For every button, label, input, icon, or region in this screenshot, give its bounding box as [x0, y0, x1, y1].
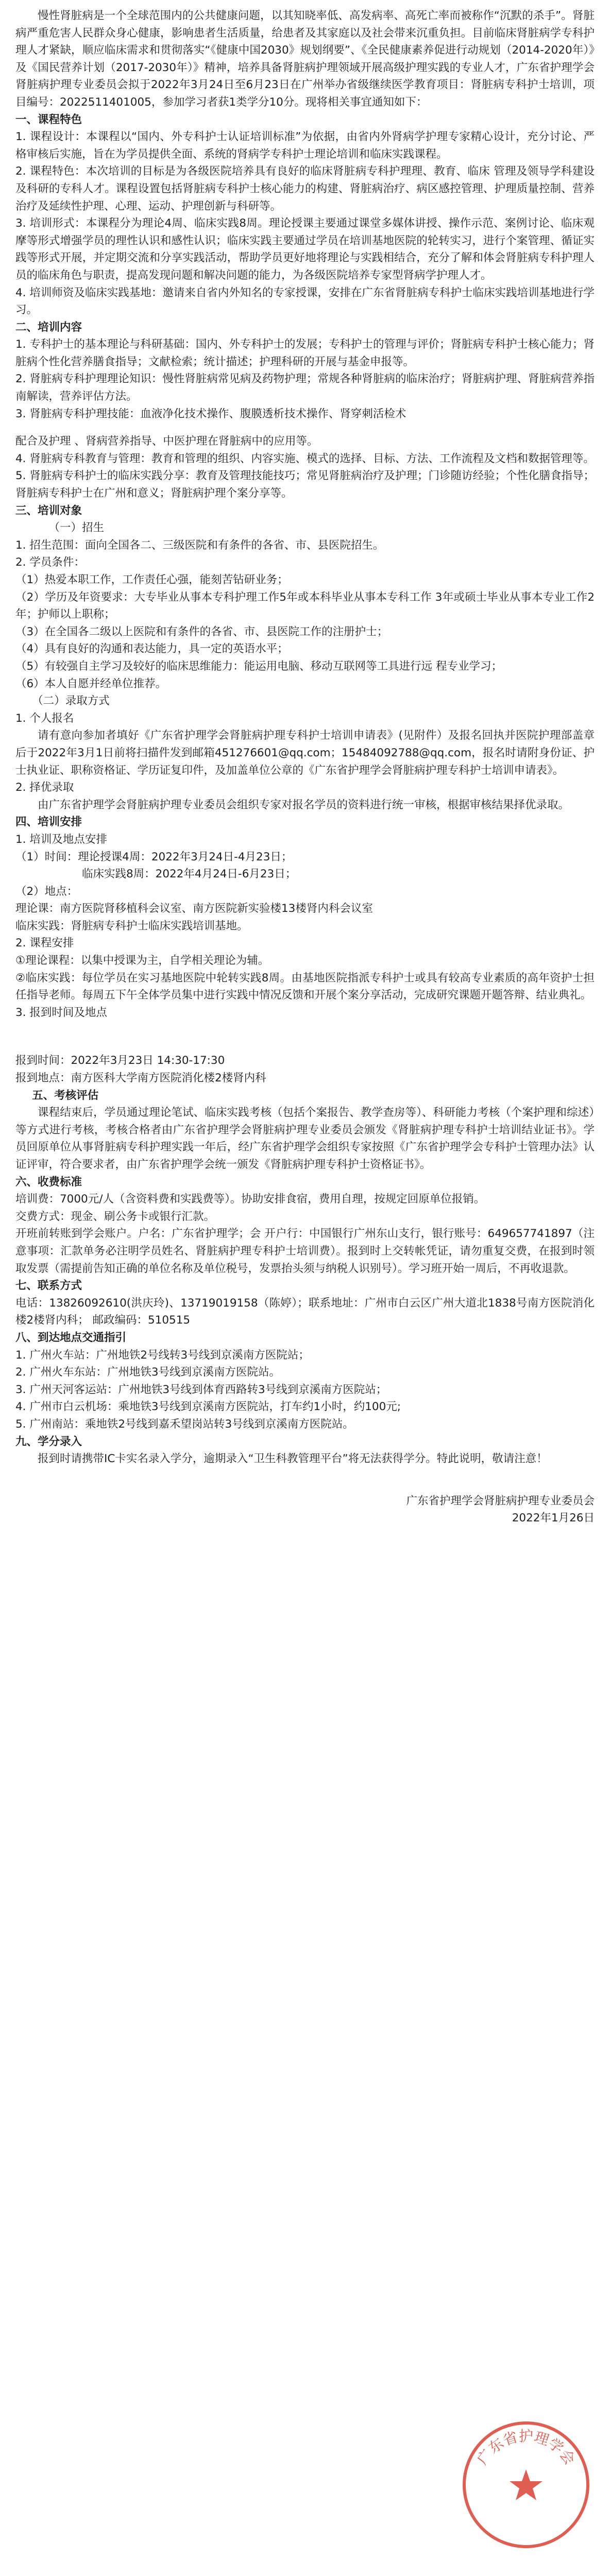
section-6-title: 六、收费标准	[15, 1175, 82, 1189]
s5-text: 课程结束后，学员通过理论笔试、临床实践考核（包括个案报告、教学查房等）、科研能力考核（个案护理和综述）等方式进行考核，考核合格者由广东省护理学会肾脏病护理专业委员会颁发《肾脏病护理专科护士培训结业证书》。学员回原单位从事肾脏病专科护理实践一年后，经广东省护理学会组织专家按照《广东省护理学会专科护士管理办法》认证评审，符合要求者，由广东省护理学会统一颁发《肾脏病护理专科护士资格证书》。	[15, 1106, 595, 1171]
s3-line-6: （4）具有良好的沟通和表达能力，具一定的英语水平；	[15, 642, 289, 656]
s3-line-5: （3）在全国各二级以上医院和有条件的各省、市、县医院工作的注册护士；	[15, 625, 388, 638]
s6-pay: 交费方式：现金、刷公务卡或银行汇款。	[15, 1210, 215, 1223]
section-9-title: 九、学分录入	[15, 1435, 82, 1448]
paragraph-gap	[15, 422, 595, 433]
s2-item-2: 2. 肾脏病专科护理理论知识：慢性肾脏病常见病及药物护理；常规各种肾脏病的临床治疗；肾脏病护理、肾脏病营养指南解读，营养评估方法。	[15, 372, 595, 403]
s8-item-3: 3. 广州天河客运站：广州地铁3号线到体育西路转3号线到京溪南方医院站；	[15, 1383, 387, 1396]
s4-time-1: （1）时间：理论授课4周：2022年3月24日-4月23日；	[15, 850, 293, 863]
s1-item-3: 3. 培训形式：本课程分为理论4周、临床实践8周。理论授课主要通过课堂多媒体讲授、操作示范、案例讨论、临床观摩等形式增强学员的理性认识和感性认识；临床实践主要通过学员在培训基地医院的轮转实习，进行个案管理、循证实践等形式开展，并定期交流和分享实践活动，帮助学员更好地将理论与实践相结合，充分了解和体会肾脏病专科护理人员的临床角色与职责，提高发现问题和解决问题的能力，为各级医院培养专家型肾病学护理人才。	[15, 217, 595, 282]
footer-organization: 广东省护理学会肾脏病护理专业委员会	[406, 1494, 595, 1507]
s8-item-5: 5. 广州南站：乘地铁2号线到嘉禾望岗站转3号线到京溪南方医院站。	[15, 1417, 354, 1431]
s3-line-4: （2）学历及年资要求：大专毕业从事本专科护理工作5年或本科毕业从事本专科工作 3年或硕士毕业从事本专业工作2年；护师以上职称；	[15, 590, 595, 621]
s6-fee: 培训费：7000元/人（含资料费和实践费等）。协助安排食宿，费用自理，按规定回原单位报销。	[15, 1193, 485, 1206]
s2-item-5: 5. 肾脏病专科护士的临床实践分享：教育及管理技能技巧；常见肾脏病治疗及护理；门诊随访经验；个性化膳食指导；肾脏病专科护士在广州和意义；肾脏病护理个案分享等。	[15, 469, 595, 500]
s4-method-1: ①理论课程：以集中授课为主，自学相关理论为辅。	[15, 954, 269, 968]
s2-item-1: 1. 专科护士的基本理论与科研基础：国内、外专科护士的发展；专科护士的管理与评价；肾脏病专科护士核心能力；肾脏病个性化营养膳食指导；文献检索；统计描述；护理科研的开展与基金申报等。	[15, 338, 595, 368]
s3-sub2-title: （二）录取方式	[32, 694, 110, 708]
official-seal-stamp	[456, 2415, 596, 2554]
s4-place-1: 理论课：南方医院肾移植科会议室、南方医院新实验楼13楼肾内科会议室	[15, 902, 373, 916]
seal-text-path: 广东省护理学会	[473, 2428, 579, 2468]
intro-paragraph: 慢性肾脏病是一个全球范围内的公共健康问题，以其知晓率低、高发病率、高死亡率而被称作“沉默的杀手”。肾脏病严重危害人民群众身心健康，影响患者生活质量，给患者及其家庭以及社会带来沉重负担。目前临床肾脏病学专科护理人才紧缺，顺应临床需求和贯彻落实“《健康中国2030》规划纲要”、《全民健康素养促进行动规划（2014-2020年）》及《国民营养计划（2017-2030年）》精神，培养具备肾脏病护理领域开展高级护理实践的专业人才，广东省护理学会肾脏病护理专业委员会拟于2022年3月24日至6月23日在广州举办省级继续医学教育项目：肾脏病专科护士培训，项目编号：2022511401005，参加学习者获1类学分10分。现将相关事宜通知如下：	[15, 9, 595, 109]
s6-bank: 开班前转账到学会账户。户名：广东省护理学；会 开户行：中国银行广州东山支行，银行账号：649657741897（注意事项：汇款单务必注明学员姓名、肾脏病护理专科护士培训费）。报到时上交转帐凭证，请勿重复交费，在报到时领取发票（需提前告知正确的单位名称及单位税号，发票抬头须与纳税人识别号）。学习班开始一周后，不再收退款。	[15, 1227, 595, 1275]
s4-method-2: ②临床实践：每位学员在实习基地医院中轮转实践8周。由基地医院指派专科护士或具有较高专业素质的高年资护士担任指导老师。每周五下午全体学员集中进行实践中情况反馈和开展个案分享活动，完成研究课题开题答辩、结业典礼。	[15, 971, 595, 1002]
s3-sub1-title: （一）招生	[48, 521, 105, 535]
s1-item-1: 1. 课程设计：本课程以“国内、外专科护士认证培训标准”为依据，由省内外肾病学护理专家精心设计，充分讨论、严格审核后实施，旨在为学员提供全面、系统的肾病学专科护士理论培训和临床实践课程。	[15, 130, 595, 161]
s3-apply-text: 请有意向参加者填好《广东省护理学会肾脏病护理专科护士培训申请表》(见附件）及报名回执并医院护理部盖章后于2022年3月1日前将扫描件发到邮箱451276601@qq.com；15484092788@qq.com，报名时请附身份证、护士执业证、职称资格证、学历证复印件，及加盖单位公章的《广东省护理学会肾脏病护理专科护士培训申请表》。	[15, 729, 595, 777]
section-3-title: 三、培训对象	[15, 504, 82, 517]
footer-date: 2022年1月26日	[512, 1512, 595, 1525]
s3-apply-title: 1. 个人报名	[15, 711, 74, 725]
s4-place-title: （2）地点：	[15, 885, 78, 898]
s2-item-3-cont: 配合及护理 、肾病营养指导、中医护理在肾脏病中的应用等。	[15, 435, 318, 448]
s4-report-place: 报到地点：南方医科大学南方医院消化楼2楼肾内科	[15, 1072, 266, 1085]
s3-select-text: 由广东省护理学会肾脏病护理专业委员会组织专家对报名学员的资料进行统一审核，根据审核结果择优录取。	[38, 798, 570, 811]
section-8-title: 八、到达地点交通指引	[15, 1331, 127, 1344]
s4-time-title: 1. 培训及地点安排	[15, 833, 107, 846]
paragraph-gap	[15, 1468, 595, 1493]
s3-line-3: （1）热爱本职工作，工作责任心强，能刻苦钻研业务；	[15, 573, 289, 586]
s1-item-2: 2. 课程特色：本次培训的目标是为各级医院培养具有良好的临床肾脏病专科护理理、教育、临床 管理及领导学科建设及科研的专科人才。课程设置包括肾脏病专科护士核心能力的构建、肾脏病治疗、病区感控管理、护理质量控制、营养治疗及延续性护理、心理、运动、护理创新与科研等。	[15, 165, 595, 213]
s3-select-title: 2. 择优录取	[15, 781, 74, 794]
s3-line-8: （6）本人自愿并经单位推荐。	[15, 677, 167, 690]
s4-time-2: 临床实践8周：2022年4月24日-6月23日；	[82, 868, 297, 881]
section-7-title: 七、联系方式	[15, 1279, 82, 1293]
s4-report-time: 报到时间：2022年3月23日 14:30-17:30	[15, 1054, 225, 1067]
section-1-title: 一、课程特色	[15, 113, 82, 126]
s8-item-1: 1. 广州火车站：广州地铁2号线转3号线到京溪南方医院站；	[15, 1348, 310, 1362]
s4-method-title: 2. 课程安排	[15, 937, 74, 950]
seal-star	[510, 2469, 543, 2500]
section-5-title: 五、考核评估	[32, 1089, 99, 1102]
s2-item-3: 3. 肾脏病专科护理技能：血液净化技术操作、腹膜透析技术操作、肾穿刺活检术	[15, 407, 406, 420]
s9-text: 报到时请携带IC卡实名录入学分，逾期录入“卫生科教管理平台”将无法获得学分。特此说明，敬请注意！	[38, 1452, 548, 1466]
s4-report-title: 3. 报到时间及地点	[15, 1006, 107, 1019]
section-2-title: 二、培训内容	[15, 320, 82, 334]
s3-line-7: （5）有较强自主学习及较好的临床思维能力：能运用电脑、移动互联网等工具进行远 程专业学习；	[15, 659, 503, 673]
s3-line-1: 1. 招生范围：面向全国各二、三级医院和有条件的各省、市、县医院招生。	[15, 538, 384, 552]
s8-item-4: 4. 广州市白云机场：乘地铁3号线到京溪南方医院站，打车约1小时，约100元;	[15, 1400, 401, 1414]
section-4-title: 四、培训安排	[15, 816, 82, 829]
s8-item-2: 2. 广州火车东站：广州地铁3号线到京溪南方医院站。	[15, 1366, 281, 1379]
s7-phone: 电话：13826092610(洪庆玲)、13719019158（陈婷）；联系地址：广州市白云区广州大道北1838号南方医院消化楼2楼肾内科； 邮政编码：510515	[15, 1296, 595, 1327]
paragraph-gap	[15, 1021, 595, 1052]
s4-place-2: 临床实践：肾脏病专科护士临床实践培训基地。	[15, 919, 248, 933]
notice-document	[15, 7, 595, 1527]
s1-item-4: 4. 培训师资及临床实践基地：邀请来自省内外知名的专家授课，安排在广东省肾脏病专科护士临床实践培训基地进行学习。	[15, 286, 595, 317]
s2-item-4: 4. 肾脏病专科教育与管理：教育和管理的组织、内容实施、模式的选择、目标、方法、工作流程及文档和数据管理等。	[15, 452, 595, 465]
s3-line-2: 2. 学员条件：	[15, 556, 85, 569]
